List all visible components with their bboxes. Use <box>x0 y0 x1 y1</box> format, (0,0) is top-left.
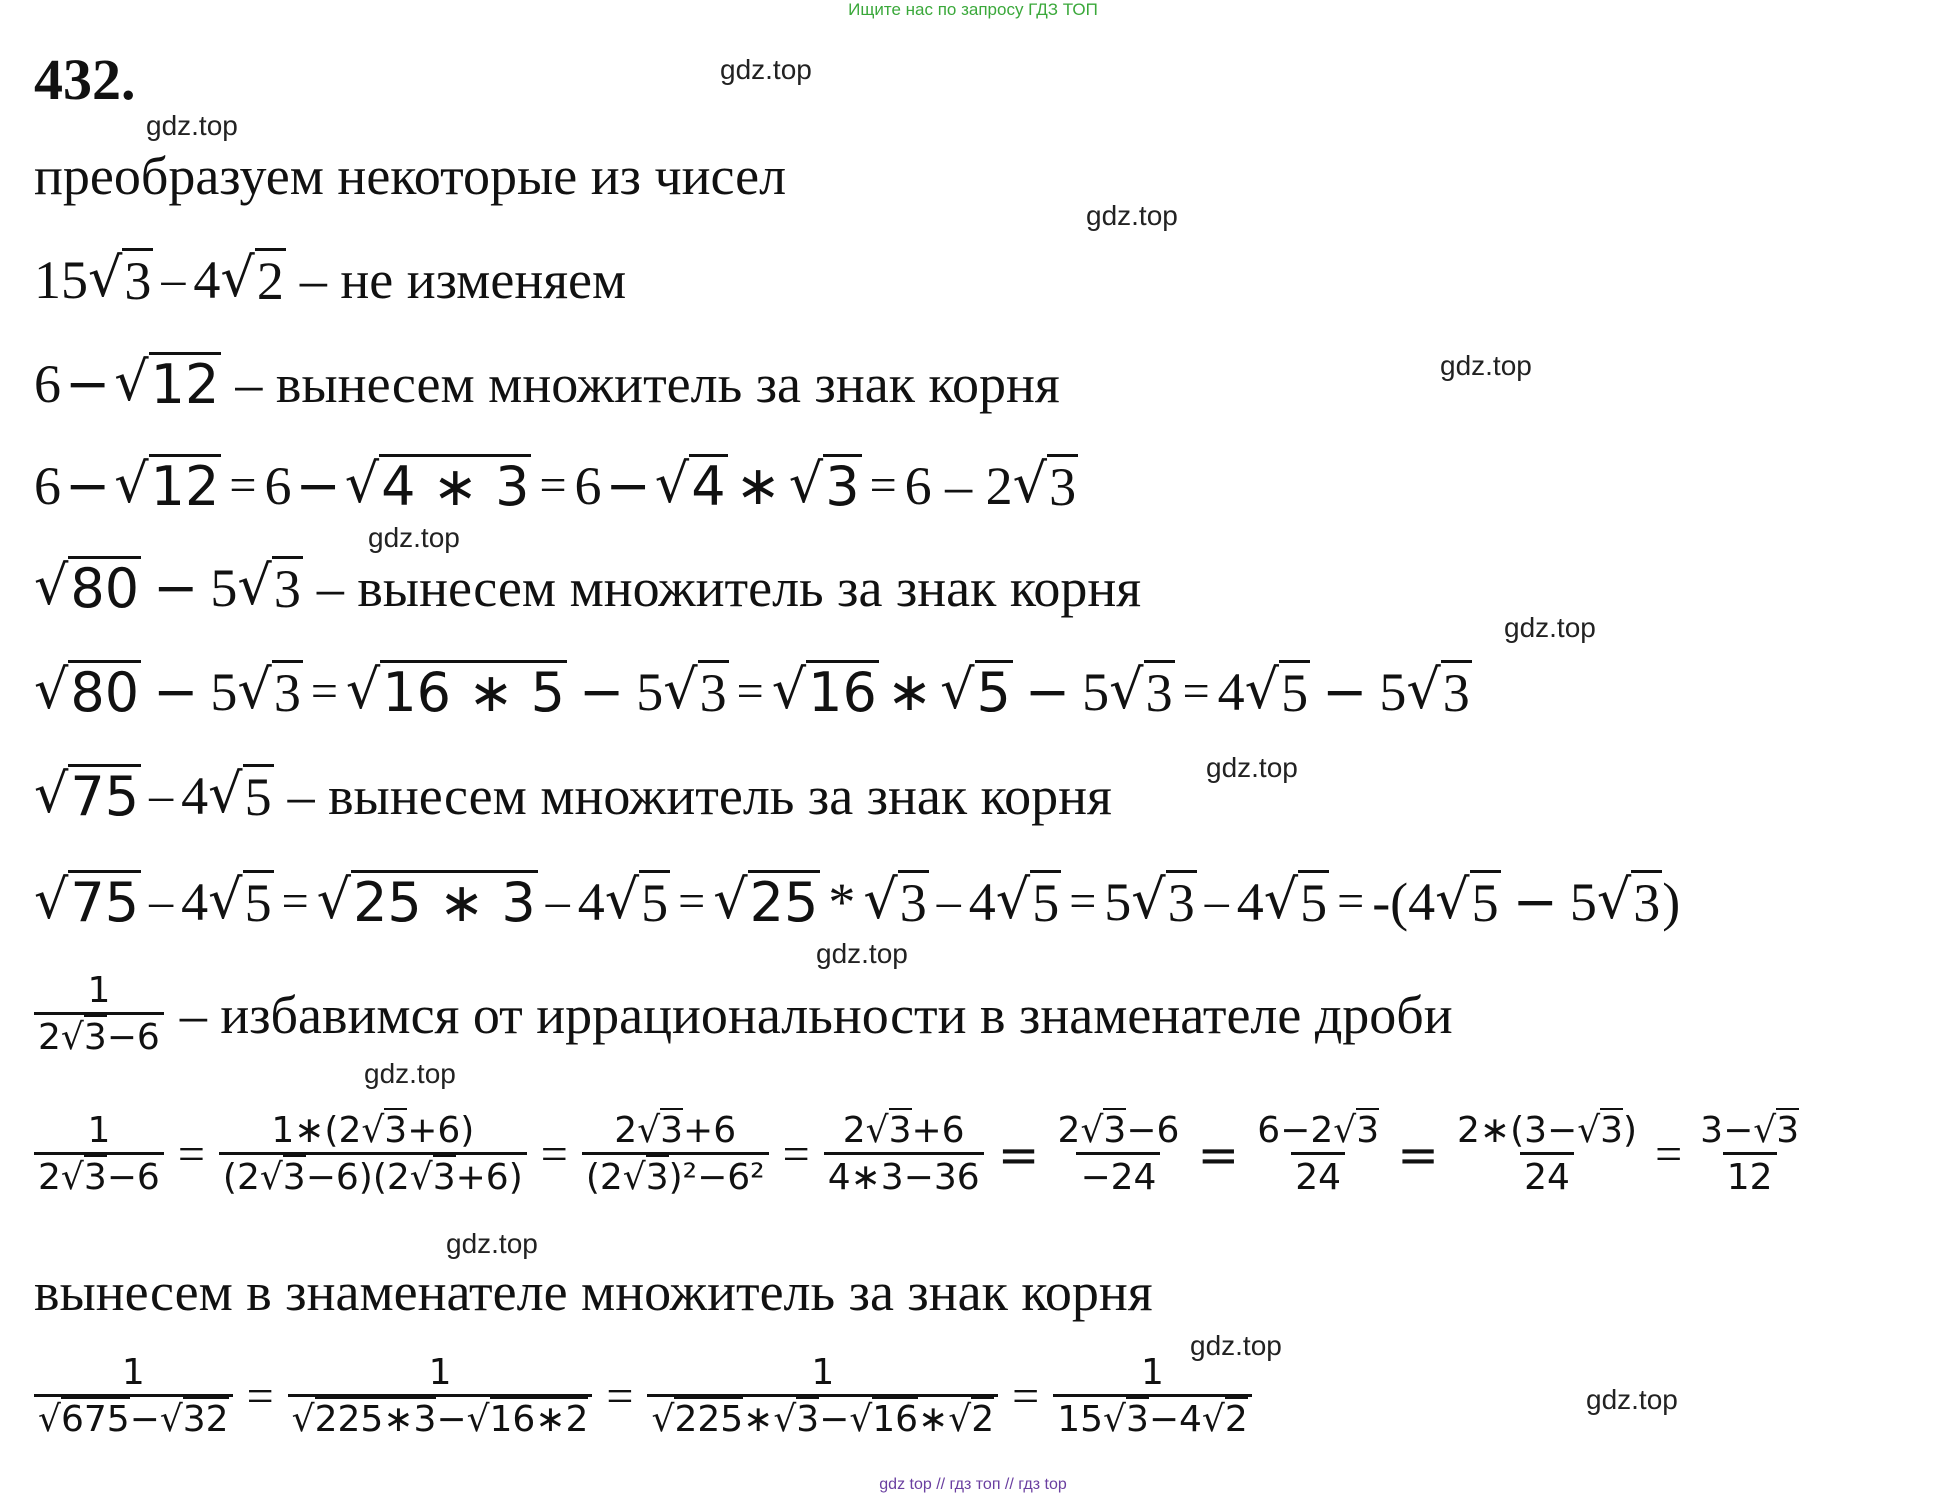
math-line-7: √ 75 – 4 √ 5 – вынесем множитель за знак корня <box>34 762 1112 828</box>
math-line-10: $\frac{1}{2√3-6}$ = $\frac{1∗(2√3+6)}{(2√3-6)(2√3+6)}$ = $\frac{2√3+6}{\text{(2√3)²−6²}}$ = $\frac{2√3+6}{4∗3-36}$ = $\frac{2√3-6}{-24}$ = $\frac{6-2√3}{24}$ = $\frac{2∗(3-√3)}{24}$ = $\frac{3-√3}{12}$ <box>34 1110 1809 1199</box>
text-line-1: преобразуем некоторые из чисел <box>34 146 787 206</box>
math-line-5: √ 80 − 5 √ 3 – вынесем множитель за знак корня <box>34 554 1142 620</box>
footer-links[interactable]: gdz top // гдз топ // гдз top <box>879 1476 1067 1493</box>
math-line-4: 6 − √ 12 = 6 − √ 4 ∗ 3 = 6 − √ 4 ∗ √ 3 = 6 – 2 √ 3 <box>34 452 1077 518</box>
math-line-8: √ 75 – 4 √ 5 = √ 25 ∗ 3 – 4 √ 5 = √ 25 * √ 3 – 4 √ 5 = 5 √ 3 – 4 √ 5 = -(4 √ 5 − 5 √ 3 ) <box>34 868 1681 934</box>
math-line-2-text: – не изменяем <box>299 249 627 310</box>
watermark: gdz.top <box>816 938 908 969</box>
watermark: gdz.top <box>1440 350 1532 381</box>
watermark: gdz.top <box>364 1058 456 1089</box>
watermark: gdz.top <box>446 1228 538 1259</box>
math-line-9: $\frac{1}{2√3-6}$ – избавимся от иррациональности в знаменателе дроби <box>34 970 1453 1059</box>
math-line-6: √ 80 − 5 √ 3 = √ 16 ∗ 5 − 5 √ 3 = √ 16 ∗ √ 5 − 5 √ 3 = 4 √ 5 − 5 √ 3 <box>34 658 1470 724</box>
math-line-9-text: – избавимся от иррациональности в знаменателе дроби <box>179 984 1453 1045</box>
problem-number: 432. <box>34 47 136 112</box>
watermark: gdz.top <box>1504 612 1596 643</box>
watermark: gdz.top <box>146 110 238 141</box>
watermark: gdz.top <box>1190 1330 1282 1361</box>
math-line-5-text: – вынесем множитель за знак корня <box>316 557 1142 618</box>
top-banner[interactable]: Ищите нас по запросу ГДЗ ТОП <box>848 0 1098 19</box>
math-line-12: $\frac{1}{√675-√32}$ = $\frac{1}{√225∗3-√16∗2}$ = $\frac{1}{√225∗√3-√16∗√2}$ = $\frac{1}{15√3-4√2}$ <box>34 1352 1258 1441</box>
watermark: gdz.top <box>1586 1384 1678 1415</box>
math-line-7-text: – вынесем множитель за знак корня <box>287 765 1112 826</box>
math-line-2: 15 √ 3 – 4 √ 2 – не изменяем <box>34 246 627 311</box>
text-line-11: вынесем в знаменателе множитель за знак корня <box>34 1262 1153 1322</box>
watermark: gdz.top <box>1086 200 1178 231</box>
math-line-3: 6 − √ 12 – вынесем множитель за знак корня <box>34 350 1060 416</box>
watermark: gdz.top <box>1206 752 1298 783</box>
watermark: gdz.top <box>368 522 460 553</box>
watermark: gdz.top <box>720 54 812 85</box>
math-line-3-text: – вынесем множитель за знак корня <box>235 353 1060 414</box>
